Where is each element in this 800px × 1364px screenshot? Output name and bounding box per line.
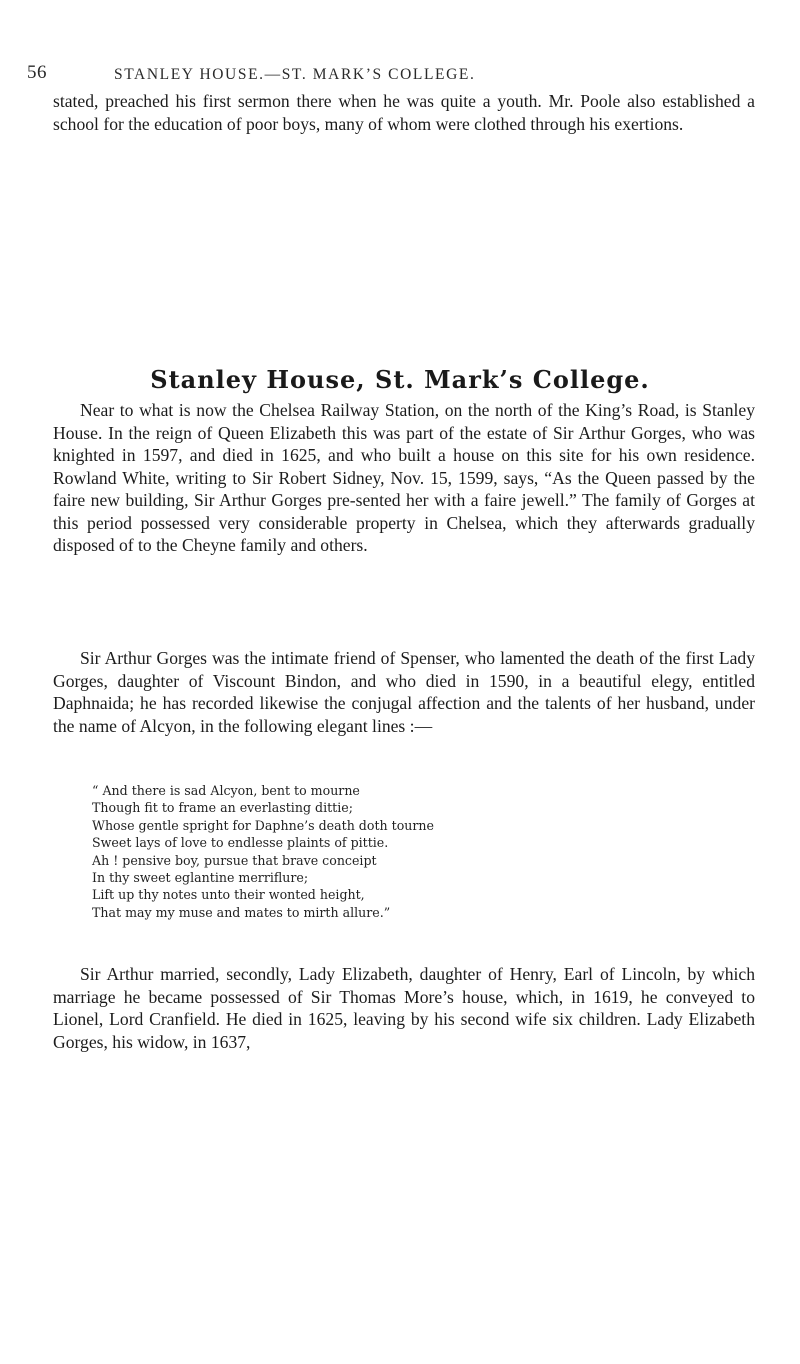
body-paragraph-1: Near to what is now the Chelsea Railway Station, on the north of the King’s Road, is Stanley House. In the reign of Queen Elizabeth this was part of the estate of Sir Arthur Gorges, who was knighted in 1597, and died in 1625, and who built a house on this site for his own residence. Rowland White, writing to Sir Robert Sidney, Nov. 15, 1599, says, “As the Queen passed by the faire new building, Sir Arthur Gorges pre-sented her with a faire jewell.” The family of Gorges at this period possessed very considerable property in Chelsea, which they afterwards gradually disposed of to the Cheyne family and others. bbox=[53, 400, 755, 555]
poem-line: Whose gentle spright for Daphne’s death doth tourne bbox=[92, 817, 434, 833]
poem-line: In thy sweet eglantine merriflure; bbox=[92, 870, 309, 886]
poem-line: Lift up thy notes unto their wonted height, bbox=[92, 887, 365, 903]
poem-line: Sweet lays of love to endlesse plaints of pittie. bbox=[92, 835, 389, 851]
page-number: 56 bbox=[27, 62, 47, 83]
body-paragraph-2: Sir Arthur Gorges was the intimate friend of Spenser, who lamented the death of the first Lady Gorges, daughter of Viscount Bindon, and who died in 1590, in a beautiful elegy, entitled Daphnaida; he has recorded likewise the conjugal affection and the talents of her husband, under the name of Alcyon, in the following elegant lines :— bbox=[53, 648, 755, 736]
poem-line: “ And there is sad Alcyon, bent to mourne bbox=[92, 783, 360, 798]
section-heading: Stanley House, St. Mark’s College. bbox=[150, 365, 650, 394]
body-paragraph-3: Sir Arthur married, secondly, Lady Elizabeth, daughter of Henry, Earl of Lincoln, by which marriage he became possessed of Sir Thomas More’s house, which, in 1619, he conveyed to Lionel, Lord Cranfield. He died in 1625, leaving by his second wife six children. Lady Elizabeth Gorges, his widow, in 1637, bbox=[53, 964, 755, 1052]
poem-line: Ah ! pensive boy, pursue that brave conceipt bbox=[92, 852, 377, 868]
intro-paragraph: stated, preached his first sermon there when he was quite a youth. Mr. Poole also established a school for the education of poor boys, many of whom were clothed through his exertions. bbox=[53, 91, 755, 134]
running-head: STANLEY HOUSE.—ST. MARK’S COLLEGE. bbox=[114, 66, 476, 83]
poem-quotation bbox=[92, 782, 434, 921]
poem-line: Though fit to frame an everlasting dittie; bbox=[92, 800, 353, 816]
poem-line: That may my muse and mates to mirth allure.” bbox=[92, 904, 391, 920]
